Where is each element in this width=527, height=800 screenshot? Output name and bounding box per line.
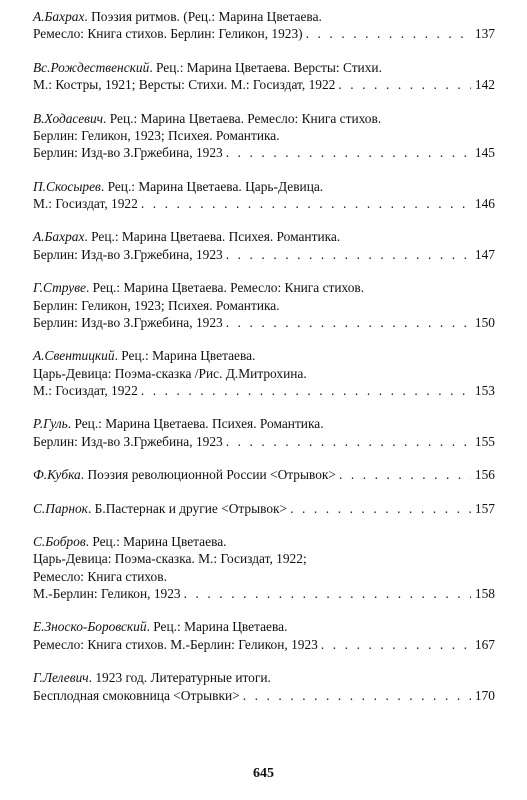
toc-entry [33, 110, 495, 162]
entry-line [33, 297, 495, 314]
entry-line [33, 127, 495, 144]
entry-line: А.Бахрах. Рец.: Марина Цветаева. Психея. Романтика. [33, 229, 341, 245]
entry-page-number: 145 [474, 145, 495, 161]
page-number: 645 [253, 766, 274, 781]
dot-leader [181, 585, 471, 602]
entry-page-number: 153 [474, 382, 495, 398]
entry-author: Р.Гуль [33, 416, 68, 432]
dot-leader [335, 76, 471, 93]
toc-entry [33, 347, 495, 399]
entry-page-number: 156 [474, 467, 495, 483]
entry-line [33, 568, 495, 585]
entry-title-text: М.: Госиздат, 1922 [33, 195, 138, 211]
entry-last-line [33, 246, 495, 263]
entry-title-text: Рец.: Марина Цветаева. [92, 534, 227, 550]
entry-line: Вс.Рождественский. Рец.: Марина Цветаева. Версты: Стихи. [33, 59, 382, 75]
table-of-contents [33, 8, 495, 720]
toc-entry [33, 466, 495, 483]
entry-line: А.Свентицкий. Рец.: Марина Цветаева. [33, 348, 256, 364]
entry-last-line [33, 144, 495, 161]
entry-line: Р.Гуль. Рец.: Марина Цветаева. Психея. Романтика. [33, 416, 324, 432]
entry-last-line [33, 25, 495, 42]
toc-entry [33, 500, 495, 517]
entry-last-line: Ф.Кубка. Поэзия революционной России <Отрывок> . . . 156 [33, 466, 495, 483]
entry-title-text: М.: Госиздат, 1922 [33, 382, 138, 398]
entry-title-text: Рец.: Марина Цветаева. Царь-Девица. [107, 178, 324, 194]
entry-author: С.Бобров [33, 534, 86, 550]
entry-line [33, 550, 495, 567]
entry-line: А.Бахрах. Поэзия ритмов. (Рец.: Марина Цветаева. [33, 9, 322, 24]
toc-entry [33, 8, 495, 43]
entry-title-text: Берлин: Геликон, 1923; Психея. Романтика. [33, 127, 280, 143]
dot-leader [223, 144, 471, 161]
entry-last-line [33, 382, 495, 399]
entry-title-text: Берлин: Изд-во З.Гржебина, 1923 [33, 314, 223, 330]
entry-last-line [33, 687, 495, 704]
toc-entry [33, 618, 495, 653]
entry-title-text: Поэзия ритмов. (Рец.: Марина Цветаева. [91, 9, 322, 24]
dot-leader [138, 382, 471, 399]
entry-author: Г.Лелевич [33, 670, 89, 686]
entry-author: Г.Струве [33, 280, 86, 296]
entry-last-line [33, 433, 495, 450]
entry-author: В.Ходасевич [33, 110, 104, 126]
entry-page-number: 157 [474, 500, 495, 516]
entry-last-line [33, 76, 495, 93]
entry-line: Г.Струве. Рец.: Марина Цветаева. Ремесло: Книга стихов. [33, 280, 365, 296]
entry-title-text: 1923 год. Литературные итоги. [95, 670, 271, 686]
entry-last-line [33, 585, 495, 602]
dot-leader [223, 314, 471, 331]
entry-author: Вс.Рождественский [33, 59, 150, 75]
entry-title-text: Берлин: Изд-во З.Гржебина, 1923 [33, 246, 223, 262]
entry-author: Ф.Кубка [33, 467, 81, 483]
entry-author: А.Свентицкий [33, 348, 115, 364]
entry-last-line: С.Парнок. Б.Пастернак и другие <Отрывок> . . . 157 [33, 500, 495, 517]
entry-page-number: 142 [474, 77, 495, 93]
toc-entry [33, 415, 495, 450]
entry-title-text: Берлин: Геликон, 1923; Психея. Романтика. [33, 297, 280, 313]
entry-last-line [33, 195, 495, 212]
toc-entry [33, 59, 495, 94]
entry-page-number: 147 [474, 246, 495, 262]
entry-title-text: Рец.: Марина Цветаева. Психея. Романтика. [74, 416, 324, 432]
entry-line [33, 365, 495, 382]
entry-title-text: Царь-Девица: Поэма-сказка. М.: Госиздат, 1922; [33, 551, 307, 567]
entry-author: Е.Зноско-Боровский [33, 619, 147, 635]
entry-title-text: М.: Костры, 1921; Версты: Стихи. М.: Госиздат, 1922 [33, 77, 336, 93]
entry-title-text: Рец.: Марина Цветаева. Психея. Романтика. [91, 229, 341, 245]
entry-line: П.Скосырев. Рец.: Марина Цветаева. Царь-Девица. [33, 178, 324, 194]
entry-author: А.Бахрах [33, 9, 85, 24]
entry-page-number: 167 [474, 636, 495, 652]
toc-entry [33, 228, 495, 263]
dot-leader [303, 25, 471, 42]
entry-line: В.Ходасевич. Рец.: Марина Цветаева. Ремесло: Книга стихов. [33, 110, 382, 126]
dot-leader [318, 636, 471, 653]
entry-line: Г.Лелевич. 1923 год. Литературные итоги. [33, 670, 271, 686]
entry-last-line [33, 636, 495, 653]
entry-title-text: Рец.: Марина Цветаева. [121, 348, 256, 364]
toc-entry [33, 533, 495, 602]
entry-page-number: 137 [474, 26, 495, 42]
toc-entry [33, 279, 495, 331]
entry-title-text: Ремесло: Книга стихов. М.-Берлин: Геликон, 1923 [33, 636, 318, 652]
toc-entry [33, 669, 495, 704]
entry-last-line [33, 314, 495, 331]
entry-page-number: 170 [474, 687, 495, 703]
entry-author: А.Бахрах [33, 229, 85, 245]
entry-title-text: Берлин: Изд-во З.Гржебина, 1923 [33, 433, 223, 449]
entry-author: П.Скосырев [33, 178, 101, 194]
entry-author: С.Парнок [33, 500, 88, 516]
entry-title-text: Берлин: Изд-во З.Гржебина, 1923 [33, 145, 223, 161]
entry-title-text: Рец.: Марина Цветаева. Версты: Стихи. [156, 59, 382, 75]
dot-leader [287, 500, 471, 517]
entry-title-text: Рец.: Марина Цветаева. Ремесло: Книга стихов. [109, 110, 382, 126]
entry-title-text: Бесплодная смоковница <Отрывки> [33, 687, 240, 703]
dot-leader [223, 246, 471, 263]
entry-title-text: Рец.: Марина Цветаева. [153, 619, 288, 635]
entry-title-text: Поэзия революционной России <Отрывок> [87, 467, 336, 483]
dot-leader [223, 433, 471, 450]
entry-line: С.Бобров. Рец.: Марина Цветаева. [33, 534, 227, 550]
entry-title-text: Рец.: Марина Цветаева. Ремесло: Книга стихов. [92, 280, 365, 296]
entry-title-text: Б.Пастернак и другие <Отрывок> [94, 500, 288, 516]
toc-entry [33, 178, 495, 213]
dot-leader [138, 195, 471, 212]
entry-page-number: 158 [474, 586, 495, 601]
entry-page-number: 155 [474, 433, 495, 449]
entry-page-number: 146 [474, 195, 495, 211]
entry-title-text: Ремесло: Книга стихов. Берлин: Геликон, 1923) [33, 26, 303, 42]
entry-title-text: М.-Берлин: Геликон, 1923 [33, 586, 181, 601]
entry-page-number: 150 [474, 314, 495, 330]
entry-title-text: Ремесло: Книга стихов. [33, 568, 167, 584]
entry-title-text: Царь-Девица: Поэма-сказка /Рис. Д.Митрохина. [33, 365, 307, 381]
entry-line: Е.Зноско-Боровский. Рец.: Марина Цветаева. [33, 619, 288, 635]
dot-leader [336, 466, 471, 483]
dot-leader [240, 687, 471, 704]
